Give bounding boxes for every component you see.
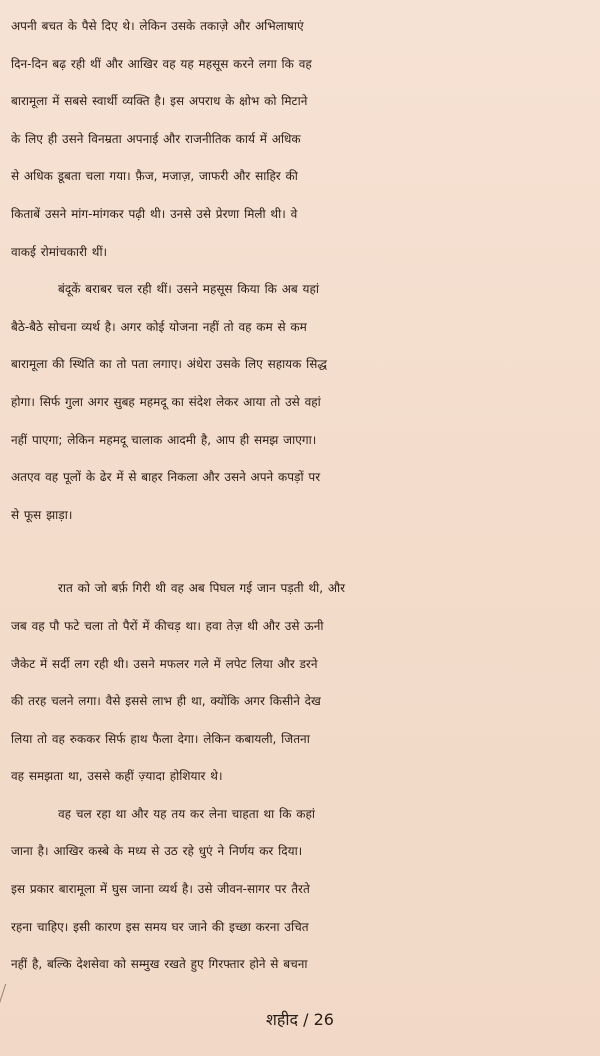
text-line: नहीं पाएगा; लेकिन महमदू चालाक आदमी है, आप ही समझ जाएगा। [11,432,317,447]
text-line: से फूस झाड़ा। [11,507,73,522]
paragraph-4 [11,796,591,984]
text-line: नहीं है, बल्कि देशसेवा को सम्मुख रखते हुए गिरफ्तार होने से बचना [11,957,308,972]
text-line: से अधिक डूबता चला गया। फ़ैज, मजाज़, जाफरी और साहिर की [11,169,298,184]
paragraph-2 [11,271,591,534]
text-line: रात को जो बर्फ़ गिरी थी वह अब पिघल गई जान पड़ती थी, और [58,581,346,596]
text-line: वह समझता था, उससे कहीं ज़्यादा होशियार थे। [11,769,223,784]
page-number: शहीद / 26 [266,1010,334,1029]
text-line: के लिए ही उसने विनम्रता अपनाई और राजनीतिक कार्य में अधिक [11,131,301,146]
paragraph-1 [11,8,591,271]
text-line: अतएव वह पूलों के ढेर में से बाहर निकला और उसने अपने कपड़ों पर [11,470,321,485]
text-line: की तरह चलने लगा। वैसे इससे लाभ ही था, क्योंकि अगर किसीने देख [11,694,321,709]
text-line: जैकेट में सर्दी लग रही थी। उसने मफलर गले में लपेट लिया और डरने [11,656,318,671]
paragraph-3 [11,570,591,796]
section-gap [11,534,591,570]
text-line: इस प्रकार बारामूला में घुस जाना व्यर्थ है। उसे जीवन-सागर पर तैरते [11,882,310,897]
text-line: दिन-दिन बढ़ रही थीं और आखिर वह यह महसूस करने लगा कि वह [11,56,312,71]
text-line: किताबें उसने मांग-मांगकर पढ़ी थी। उनसे उसे प्रेरणा मिली थी। वे [11,206,298,221]
body-text [11,8,591,984]
text-line: बारामूला की स्थिति का तो पता लगाए। अंधेरा उसके लिए सहायक सिद्ध [11,357,327,372]
text-line: वह चल रहा था और यह तय कर लेना चाहता था कि कहां [58,806,315,821]
text-line: अपनी बचत के पैसे दिए थे। लेकिन उसके तकाज़े और अभिलाषाएं [11,19,304,33]
text-line: जब वह पौ फटे चला तो पैरों में कीचड़ था। हवा तेज़ थी और उसे ऊनी [11,618,324,633]
text-line: होगा। सिर्फ गुला अगर सुबह महमदू का संदेश लेकर आया तो उसे वहां [11,394,321,409]
text-line: बारामूला में सबसे स्वार्थी व्यक्ति है। इस अपराध के क्षोभ को मिटाने [11,94,308,109]
text-line: लिया तो वह रुककर सिर्फ हाथ फैला देगा। लेकिन कबायली, जितना [11,731,310,746]
text-line: रहना चाहिए। इसी कारण इस समय घर जाने की इच्छा करना उचित [11,919,309,934]
text-line: बैठे-बैठे सोचना व्यर्थ है। अगर कोई योजना नहीं तो वह कम से कम [11,319,307,334]
text-line: जाना है। आखिर कस्बे के मध्य से उठ रहे धुएं ने निर्णय कर दिया। [11,844,303,859]
text-line: बंदूकें बराबर चल रही थीं। उसने महसूस किया कि अब यहां [58,282,319,297]
text-line: वाकई रोमांचकारी थीं। [11,244,108,259]
